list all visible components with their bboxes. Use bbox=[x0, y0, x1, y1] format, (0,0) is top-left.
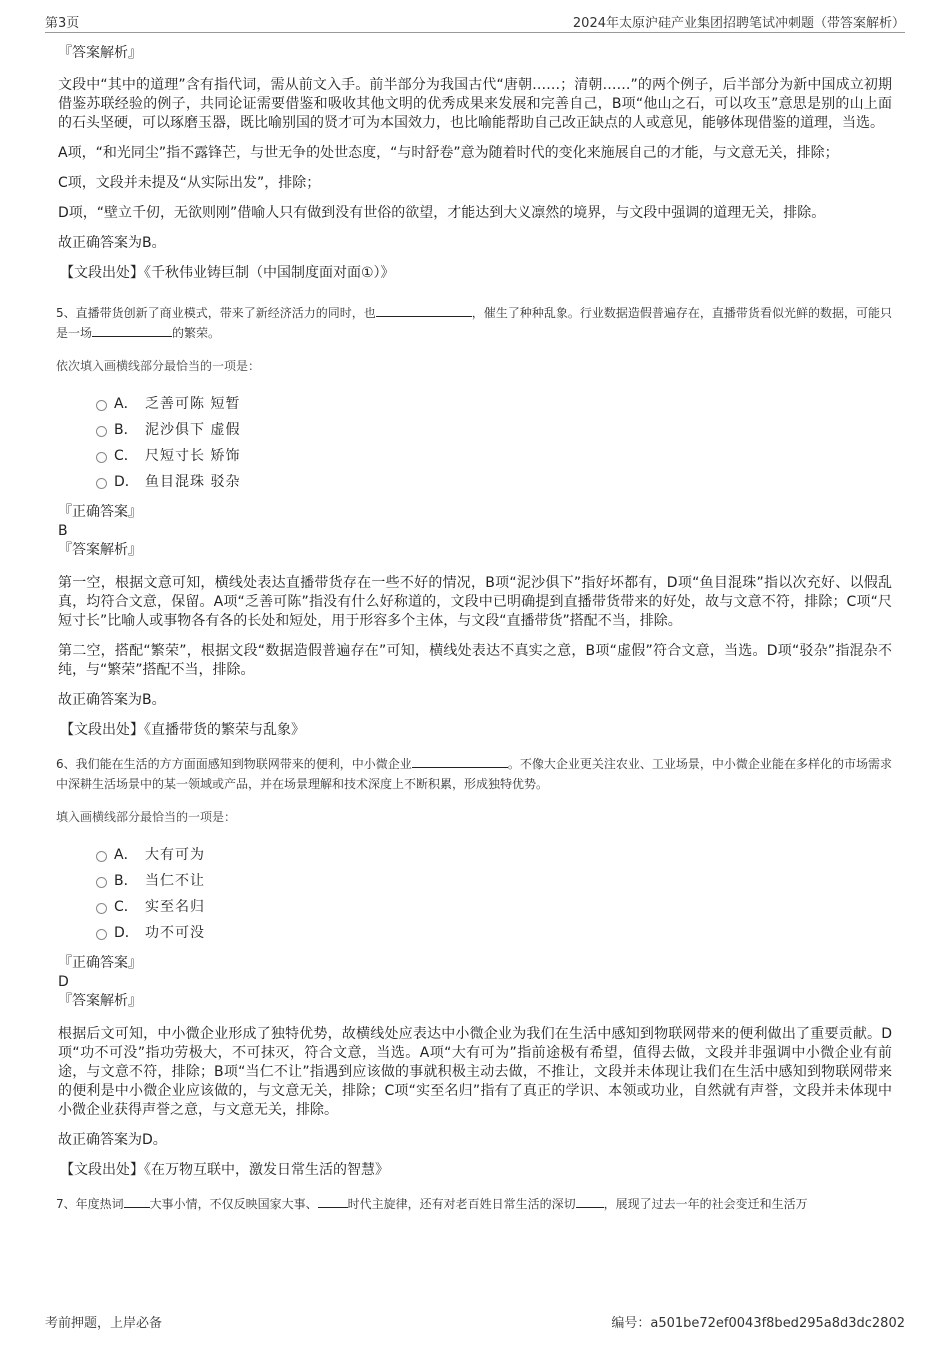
question-text-part: 的繁荣。 bbox=[172, 326, 221, 340]
option-list bbox=[96, 393, 892, 497]
option-d[interactable] bbox=[96, 471, 892, 497]
code-value: a501be72ef0043f8bed295a8d3dc2802 bbox=[650, 1316, 905, 1331]
source-citation: 【文段出处】《千秋伟业铸巨制（中国制度面对面①）》 bbox=[60, 265, 395, 281]
radio-icon[interactable] bbox=[96, 929, 107, 940]
question-6 bbox=[56, 754, 892, 1180]
question-7 bbox=[56, 1194, 892, 1214]
analysis-paragraph: 根据后文可知，中小微企业形成了独特优势，故横线处应表达中小微企业为我们在生活中感知到物联网带来的便利做出了重要贡献。D项“功不可没”指功劳极大，不可抹灭，符合文意，当选。A项“大有可为”指前途极有希望，值得去做，文段并非强调中小微企业有前途，与文意不符，排除；B项“当仁不让”指遇到应该做的事就积极主动去做，不推让，文段并未体现让我们在生活中感知到物联网带来的便利是中小微企业应该做的，与文意无关，排除；C项“实至名归”指有了真正的学识、本领或功业，自然就有声誉，文段并未体现中小微企业获得声誉之意，与文意无关，排除。 bbox=[58, 1026, 892, 1118]
option-letter: D． bbox=[114, 474, 139, 490]
option-b[interactable] bbox=[96, 870, 892, 896]
question-5 bbox=[56, 303, 892, 740]
question-text-part: 时代主旋律，还有对老百姓日常生活的深切 bbox=[347, 1197, 576, 1211]
option-b[interactable] bbox=[96, 419, 892, 445]
radio-icon[interactable] bbox=[96, 478, 107, 489]
option-letter: B． bbox=[114, 422, 138, 438]
option-c[interactable] bbox=[96, 445, 892, 471]
analysis-paragraph: C项，文段并未提及“从实际出发”，排除； bbox=[58, 175, 321, 191]
correct-answer: D bbox=[58, 974, 69, 990]
option-letter: B． bbox=[114, 873, 138, 889]
option-letter: A． bbox=[114, 396, 138, 412]
radio-icon[interactable] bbox=[96, 903, 107, 914]
analysis-paragraph: A项，“和光同尘”指不露锋芒，与世无争的处世态度，“与时舒卷”意为随着时代的变化来施展自己的才能，与文意无关，排除； bbox=[58, 145, 839, 161]
question-text-part: 7、年度热词 bbox=[56, 1197, 124, 1211]
analysis-paragraph: D项，“壁立千仞，无欲则刚”借喻人只有做到没有世俗的欲望，才能达到大义凛然的境界，与文段中强调的道理无关，排除。 bbox=[58, 205, 826, 221]
fill-blank bbox=[124, 1195, 150, 1208]
radio-icon[interactable] bbox=[96, 426, 107, 437]
correct-answer-label: 『正确答案』 bbox=[58, 504, 142, 520]
source-citation: 【文段出处】《在万物互联中，激发日常生活的智慧》 bbox=[60, 1162, 389, 1178]
radio-icon[interactable] bbox=[96, 851, 107, 862]
fill-blank bbox=[92, 324, 172, 337]
page-number: 第3页 bbox=[45, 16, 80, 31]
analysis-label: 『答案解析』 bbox=[58, 993, 142, 1009]
source-citation: 【文段出处】《直播带货的繁荣与乱象》 bbox=[60, 722, 305, 738]
option-letter: C． bbox=[114, 899, 138, 915]
question-text bbox=[56, 303, 892, 343]
option-a[interactable] bbox=[96, 393, 892, 419]
option-text: 当仁不让 bbox=[145, 873, 205, 889]
option-list bbox=[96, 844, 892, 948]
option-text: 实至名归 bbox=[145, 899, 205, 915]
option-text: 大有可为 bbox=[145, 847, 205, 863]
question-instruction: 填入画横线部分最恰当的一项是： bbox=[56, 810, 237, 824]
option-letter: D． bbox=[114, 925, 139, 941]
intro-analysis bbox=[56, 44, 892, 283]
question-text-part: 。不像大企业更关注农业、工业场景，中小微企业能在多样化的市场需求中深耕生活场景中的某一领域或产品，并在场景理解和技术深度上不断积累，形成独特优势。 bbox=[56, 757, 892, 791]
analysis-paragraph: 故正确答案为D。 bbox=[58, 1132, 167, 1148]
question-text bbox=[56, 754, 892, 794]
correct-answer: B bbox=[58, 523, 68, 539]
correct-answer-label: 『正确答案』 bbox=[58, 955, 142, 971]
option-letter: A． bbox=[114, 847, 138, 863]
fill-blank bbox=[376, 304, 472, 317]
analysis-paragraph: 第二空，搭配“繁荣”，根据文段“数据造假普遍存在”可知，横线处表达不真实之意，B项“虚假”符合文意，当选。D项“驳杂”指混杂不纯，与“繁荣”搭配不当，排除。 bbox=[58, 643, 892, 678]
fill-blank bbox=[412, 755, 508, 768]
question-text-part: 5、直播带货创新了商业模式，带来了新经济活力的同时，也 bbox=[56, 306, 376, 320]
question-text-part: ，催生了种种乱象。行业数据造假普遍存在，直播带货看似光鲜的数据，可能只是一场 bbox=[56, 306, 892, 340]
option-text: 泥沙俱下 虚假 bbox=[145, 422, 241, 438]
option-letter: C． bbox=[114, 448, 138, 464]
document-body bbox=[56, 44, 892, 1214]
analysis-paragraph: 第一空，根据文意可知，横线处表达直播带货存在一些不好的情况，B项“泥沙俱下”指好坏都有，D项“鱼目混珠”指以次充好、以假乱真，均符合文意，保留。A项“乏善可陈”指没有什么好称道的，文段中已明确提到直播带货带来的好处，故与文意不符，排除；C项“尺短寸长”比喻人或事物各有各的长处和短处，用于形容多个主体，与文段“直播带货”搭配不当，排除。 bbox=[58, 575, 892, 629]
analysis-paragraph: 文段中“其中的道理”含有指代词，需从前文入手。前半部分为我国古代“唐朝……；清朝……”的两个例子，后半部分为新中国成立初期借鉴苏联经验的例子，共同论证需要借鉴和吸收其他文明的优秀成果来发展和完善自己，B项“他山之石，可以攻玉”意思是别的山上面的石头坚硬，可以琢磨玉器，既比喻别国的贤才可为本国效力，也比喻能帮助自己改正缺点的人或意见，能够体现借鉴的道理，当选。 bbox=[58, 77, 892, 131]
radio-icon[interactable] bbox=[96, 452, 107, 463]
question-text-part: ，展现了过去一年的社会变迁和生活万 bbox=[603, 1197, 808, 1211]
analysis-paragraph: 故正确答案为B。 bbox=[58, 235, 166, 251]
question-text-part: 6、我们能在生活的方方面面感知到物联网带来的便利，中小微企业 bbox=[56, 757, 412, 771]
document-code bbox=[611, 1312, 905, 1331]
option-text: 功不可没 bbox=[145, 925, 205, 941]
question-text-part: 大事小情，不仅反映国家大事、 bbox=[149, 1197, 318, 1211]
page-header bbox=[45, 10, 905, 33]
radio-icon[interactable] bbox=[96, 877, 107, 888]
analysis-paragraph: 故正确答案为B。 bbox=[58, 692, 166, 708]
document-title: 2024年太原沪硅产业集团招聘笔试冲刺题（带答案解析） bbox=[572, 16, 905, 31]
footer-slogan: 考前押题，上岸必备 bbox=[45, 1316, 163, 1331]
fill-blank bbox=[318, 1195, 348, 1208]
option-text: 鱼目混珠 驳杂 bbox=[145, 474, 241, 490]
page-footer bbox=[45, 1310, 905, 1332]
option-a[interactable] bbox=[96, 844, 892, 870]
analysis-label: 『答案解析』 bbox=[58, 45, 142, 61]
option-c[interactable] bbox=[96, 896, 892, 922]
option-text: 尺短寸长 矫饰 bbox=[145, 448, 241, 464]
question-instruction: 依次填入画横线部分最恰当的一项是： bbox=[56, 359, 261, 373]
option-text: 乏善可陈 短暂 bbox=[145, 396, 241, 412]
fill-blank bbox=[576, 1195, 604, 1208]
option-d[interactable] bbox=[96, 922, 892, 948]
analysis-label: 『答案解析』 bbox=[58, 542, 142, 558]
question-text bbox=[56, 1194, 892, 1214]
radio-icon[interactable] bbox=[96, 400, 107, 411]
code-label: 编号： bbox=[611, 1316, 651, 1331]
